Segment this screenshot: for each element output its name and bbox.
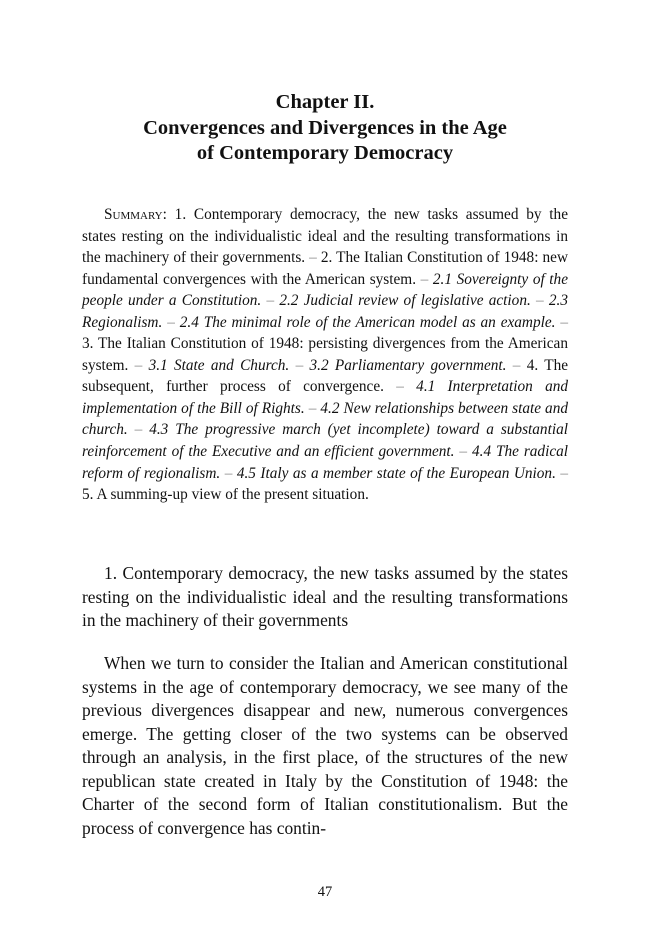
summary-item-2-2: 2.2 Judicial review of legislative action. [279,292,531,310]
summary-separator: – [295,356,304,374]
chapter-summary [82,204,568,506]
chapter-number: Chapter II. [275,91,375,113]
page-number: 47 [317,884,333,900]
summary-item-3-1: 3.1 State and Church. [148,356,290,374]
summary-item-2-1: 2.1 Sovereignty of the people under a Constitution. [82,270,568,310]
chapter-title-line-1: Convergences and Divergences in the Age [143,116,507,139]
summary-item-4-5: 4.5 Italy as a member state of the European Union. [236,464,556,482]
summary-item-3-2: 3.2 Parliamentary government. [309,356,507,374]
summary-separator: – [420,270,429,288]
body-paragraph: When we turn to consider the Italian and American constitutional systems in the age of contemporary democracy, we see many of the previous divergences disappear and new, numerous convergences emerge. The getting closer of the two systems can be observed through an analysis, in the first place, of the structures of the new republican state created in Italy by the Constitution of 1948: the Charter of the second form of Italian constitutionalism. But the process of convergence has contin- [82,653,568,838]
chapter-title-line-2: of Contemporary Democracy [196,142,454,164]
summary-item-4-4: 4.4 The radical reform of regionalism. [82,443,569,482]
summary-separator: – [560,464,569,482]
summary-separator: – [396,378,404,396]
summary-item-5: 5. A summing-up view of the present situation. [82,486,369,504]
section-heading: 1. Contemporary democracy, the new tasks assumed by the states resting on the individualistic ideal and the resulting transformations in the machinery of their governments [82,563,568,630]
summary-separator: – [309,249,317,267]
summary-item-2: 2. The Italian Constitution of 1948: new fundamental convergences with the American system. [82,249,568,288]
summary-item-1: 1. Contemporary democracy, the new tasks assumed by the states resting on the individualistic ideal and the resulting transformations in the machinery of their governments. [82,206,568,267]
summary-separator: – [536,292,544,310]
summary-separator: – [512,356,521,374]
summary-separator: – [308,399,317,417]
summary-item-4-3: 4.3 The progressive march (yet incomplete) toward a substantial reinforcement of the Executive and an efficient government. [82,421,568,461]
summary-item-4: 4. The subsequent, further process of convergence. [82,356,569,396]
summary-item-2-3: 2.3 Regionalism. [82,292,569,331]
summary-item-3: 3. The Italian Constitution of 1948: persisting divergences from the American system. [82,335,568,374]
chapter-heading [80,90,570,167]
summary-separator: – [167,313,175,331]
summary-separator: – [459,443,468,461]
summary-separator: – [134,356,143,374]
summary-separator: – [266,292,275,310]
summary-item-2-4: 2.4 The minimal role of the American model as an example. [179,313,556,331]
summary-label: Summary: [104,206,167,223]
summary-separator: – [224,464,233,482]
summary-separator: – [560,313,569,331]
summary-item-4-2: 4.2 New relationships between state and church. [82,399,568,439]
summary-separator: – [134,421,143,439]
summary-item-4-1: 4.1 Interpretation and implementation of the Bill of Rights. [82,378,569,417]
